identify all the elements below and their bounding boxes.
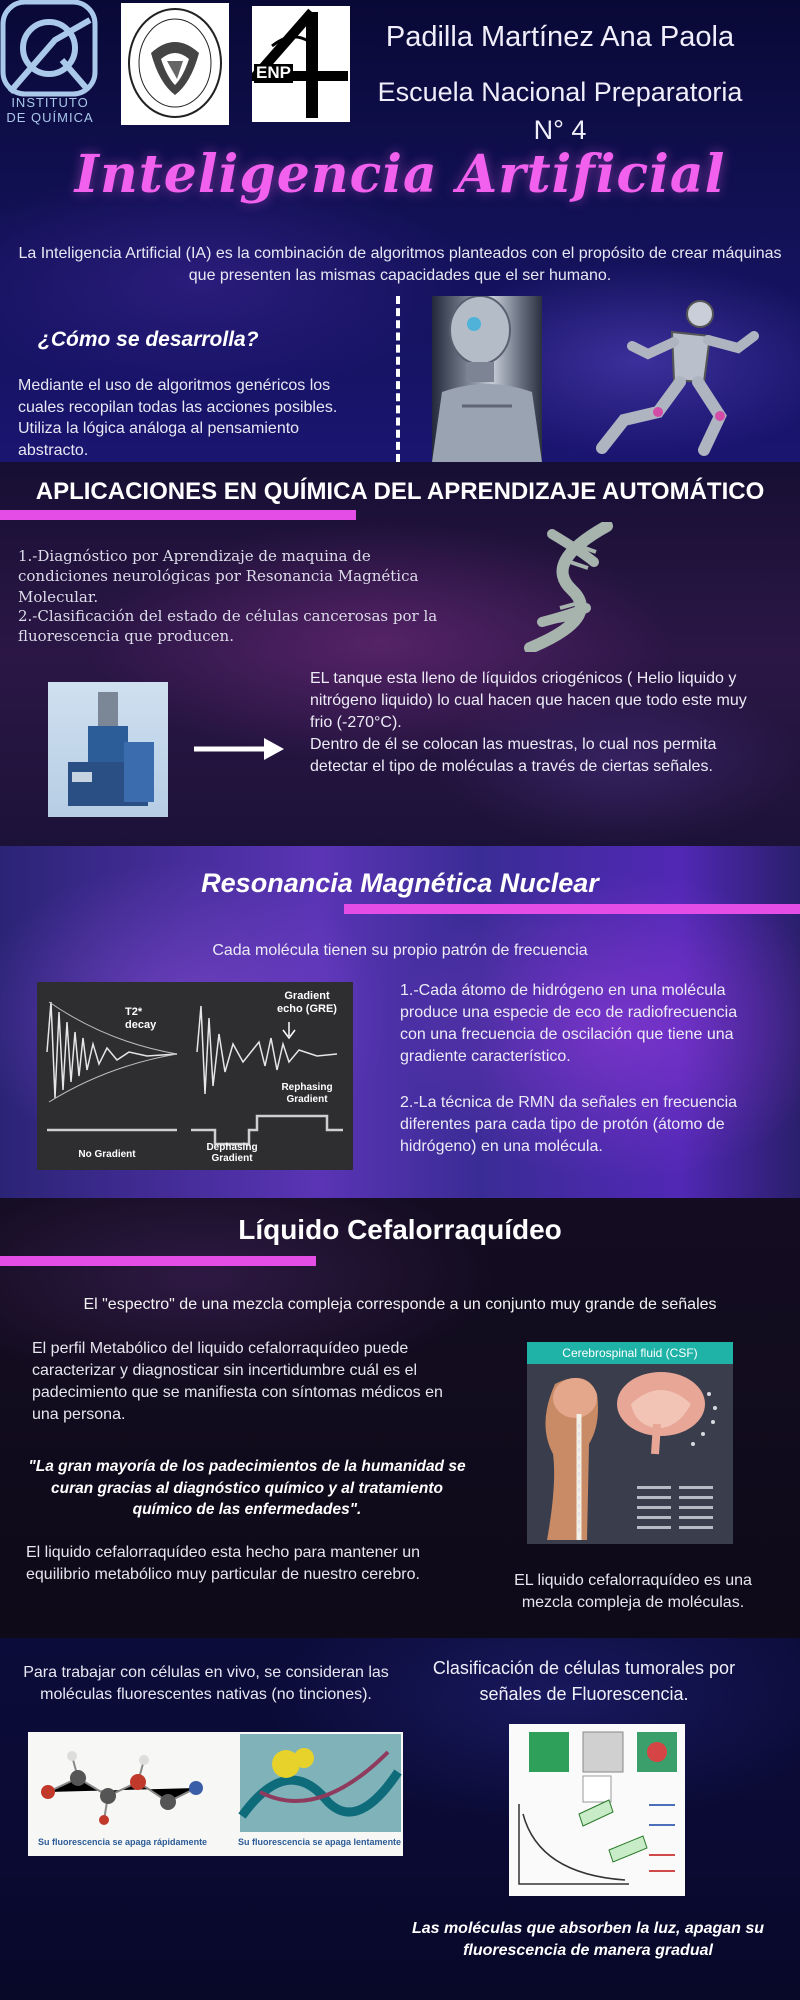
csf-figure [527,1342,733,1544]
develop-text: Mediante el uso de algoritmos genéricos los cuales recopilan todas las acciones posibles. Utiliza la lógica análoga al pensamiento abstracto. [18,377,338,459]
applications-accent-bar [0,510,356,520]
dephasing-label: Dephasing Gradient [206,1142,258,1164]
fluorescence-right-heading: Clasificación de células tumorales por señales de Fluorescencia. [432,1658,736,1704]
lcr-heading: Líquido Cefalorraquídeo [238,1214,562,1245]
lcr-quote: "La gran mayoría de los padecimientos de la humanidad se curan gracias al diagnóstico químico y al tratamiento químico de las enfermedades". [28,1458,466,1519]
tumor-cell-classification-figure [509,1724,685,1896]
nmr-spectrometer-image [48,682,168,817]
dashed-divider [396,296,400,462]
t2-decay-label: T2* decay [125,1006,157,1031]
school-name: Escuela Nacional Preparatoria N° 4 [377,77,743,146]
csf-caption: EL liquido cefalorraquídeo es una mezcla compleja de moléculas. [514,1572,752,1612]
rmn-subtitle: Cada molécula tienen su propio patrón de frecuencia [212,942,588,959]
rmn-point-2: 2.-La técnica de RMN da señales en frecuencia diferentes para cada tipo de protón (átomo de hidrógeno) en una molécula. [400,1094,738,1156]
fluorescence-closing-text: Las moléculas que absorben la luz, apagan su fluorescencia de manera gradual [411,1920,765,1960]
no-gradient-label: No Gradient [78,1149,136,1160]
rmn-heading: Resonancia Magnética Nuclear [201,868,599,898]
csf-figure-title: Cerebrospinal fluid (CSF) [527,1342,733,1364]
running-robot-icon [562,296,762,462]
caption-fast-quench: Su fluorescencia se apaga rápidamente [38,1837,208,1847]
robot-head-icon [432,296,542,462]
header-section [0,0,800,462]
lcr-subtitle: El "espectro" de una mezcla compleja corresponde a un conjunto muy grande de señales [83,1296,717,1313]
lcr-section [0,1198,800,1638]
tank-description: EL tanque esta lleno de líquidos criogénicos ( Helio liquido y nitrógeno liquido) lo cual hacen que hacen que todo este muy frio (-270°C). Dentro de él se colocan las muestras, lo cual nos permita detectar el tipo de moléculas a través de ciertas señales. [310,670,747,776]
page-title: Inteligencia Artificial [74,144,726,205]
caption-slow-quench: Su fluorescencia se apaga lentamente [238,1837,402,1847]
enp4-logo [252,6,350,122]
fluorescence-section [0,1638,800,2000]
intro-text: La Inteligencia Artificial (IA) es la combinación de algoritmos planteados con el propósito de crear máquinas que presenten las mismas capacidades que el ser humano. [18,245,782,285]
gradient-echo-figure [37,982,353,1170]
spectrometer-icon [48,682,168,817]
gre-label: Gradient echo (GRE) [277,990,337,1015]
rmn-accent-bar [344,904,800,914]
fluorescence-decay-diagram-icon [509,1724,685,1896]
instituto-quimica-text: INSTITUTO DE QUÍMICA [6,95,94,125]
lcr-paragraph-2: El liquido cefalorraquídeo esta hecho para mantener un equilibrio metabólico muy particular de nuestro cerebro. [26,1544,421,1584]
develop-heading: ¿Cómo se desarrolla? [38,328,259,351]
fluorescence-left-text: Para trabajar con células en vivo, se consideran las moléculas fluorescentes nativas (no tinciones). [23,1664,389,1704]
application-item-2: 2.-Clasificación del estado de células cancerosas por la fluorescencia que producen. [18,607,438,646]
applications-section [0,462,800,846]
rephasing-label: Rephasing Gradient [281,1082,333,1105]
instituto-quimica-logo [0,0,100,128]
unam-seal-logo [121,3,229,125]
robot-head-image [432,296,542,462]
rmn-point-1: 1.-Cada átomo de hidrógeno en una molécula produce una especie de eco de radiofrecuencia con una frecuencia de oscilación que tiene una gradiente característico. [400,982,738,1066]
brain-spine-icon [527,1364,733,1544]
dna-helix-icon [512,522,632,652]
right-arrow-icon [192,734,292,764]
rmn-section [0,846,800,1198]
lcr-accent-bar [0,1256,316,1266]
author-name: Padilla Martínez Ana Paola [385,21,735,53]
molecules-figure [28,1732,403,1856]
applications-heading: APLICACIONES EN QUÍMICA DEL APRENDIZAJE AUTOMÁTICO [35,478,765,505]
application-item-1: 1.-Diagnóstico por Aprendizaje de maquina de condiciones neurológicas por Resonancia Magnética Molecular. [18,547,419,606]
unam-seal-icon [121,3,229,125]
lcr-paragraph-1: El perfil Metabólico del liquido cefalorraquídeo puede caracterizar y diagnosticar sin incertidumbre cuál es el padecimiento que se manifiesta con síntomas médicos en una persona. [32,1340,443,1424]
enp-text: ENP [256,63,291,82]
